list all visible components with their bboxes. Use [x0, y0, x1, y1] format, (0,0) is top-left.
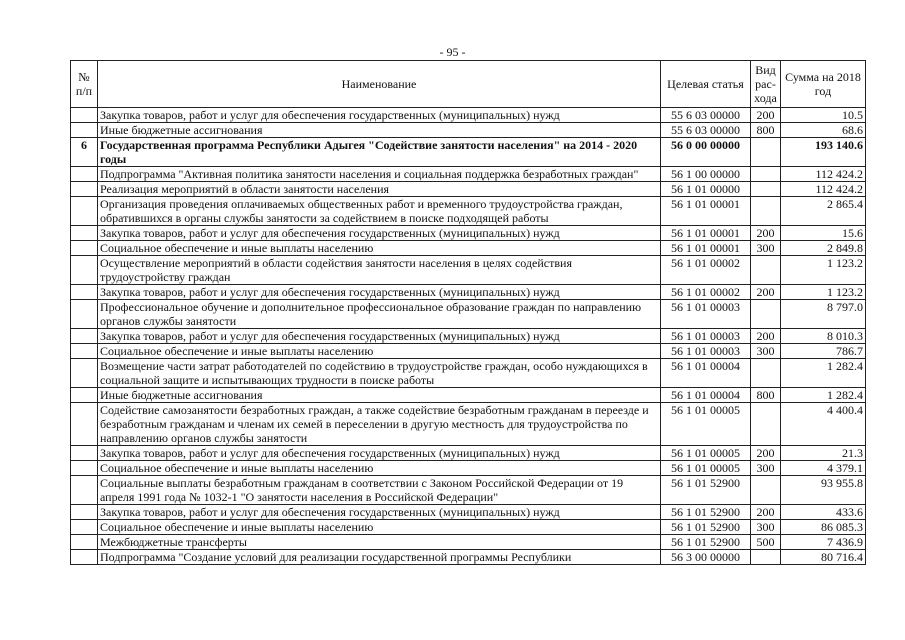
- row-type-cell: 200: [751, 329, 781, 344]
- row-name-cell: Закупка товаров, работ и услуг для обеспечения государственных (муниципальных) нужд: [98, 226, 661, 241]
- row-name-cell: Социальное обеспечение и иные выплаты населению: [98, 520, 661, 535]
- row-sum-cell: 112 424.2: [781, 167, 866, 182]
- row-number-cell: [71, 520, 98, 535]
- row-code-cell: 56 1 01 00003: [661, 300, 751, 329]
- row-sum-cell: 10.5: [781, 108, 866, 123]
- row-code-cell: 56 1 01 00004: [661, 388, 751, 403]
- row-number-cell: [71, 403, 98, 446]
- row-type-cell: [751, 359, 781, 388]
- row-sum-cell: 4 379.1: [781, 461, 866, 476]
- row-number-cell: [71, 446, 98, 461]
- row-sum-cell: 1 282.4: [781, 388, 866, 403]
- row-type-cell: 200: [751, 505, 781, 520]
- table-row: [71, 256, 866, 285]
- table-row: [71, 388, 866, 403]
- row-sum-cell: 86 085.3: [781, 520, 866, 535]
- row-code-cell: 56 1 01 52900: [661, 505, 751, 520]
- row-type-cell: [751, 167, 781, 182]
- row-number-cell: [71, 388, 98, 403]
- row-type-cell: 200: [751, 285, 781, 300]
- row-code-cell: 56 1 00 00000: [661, 167, 751, 182]
- row-number-cell: [71, 226, 98, 241]
- row-sum-cell: 21.3: [781, 446, 866, 461]
- table-row: [71, 344, 866, 359]
- table-row: [71, 138, 866, 167]
- row-name-cell: Содействие самозанятости безработных граждан, а также содействие безработным гражданам в переезде и безработным гражданам и членам их семей в переселении в другую местность для трудоустройства по направлению органов службы занятости: [98, 403, 661, 446]
- row-code-cell: 56 3 00 00000: [661, 550, 751, 565]
- row-code-cell: 56 1 01 00005: [661, 461, 751, 476]
- row-sum-cell: 2 849.8: [781, 241, 866, 256]
- row-code-cell: 56 1 01 52900: [661, 535, 751, 550]
- header-sum: Сумма на 2018 год: [781, 61, 866, 108]
- row-number-cell: [71, 167, 98, 182]
- table-row: [71, 461, 866, 476]
- table-row: [71, 300, 866, 329]
- row-name-cell: Закупка товаров, работ и услуг для обеспечения государственных (муниципальных) нужд: [98, 505, 661, 520]
- row-number-cell: [71, 108, 98, 123]
- row-name-cell: Социальное обеспечение и иные выплаты населению: [98, 344, 661, 359]
- row-number-cell: 6: [71, 138, 98, 167]
- row-name-cell: Возмещение части затрат работодателей по содействию в трудоустройстве граждан, особо нуждающихся в социальной защите и испытывающих трудности в поиске работы: [98, 359, 661, 388]
- row-sum-cell: 1 123.2: [781, 285, 866, 300]
- row-name-cell: Закупка товаров, работ и услуг для обеспечения государственных (муниципальных) нужд: [98, 108, 661, 123]
- row-number-cell: [71, 197, 98, 226]
- row-number-cell: [71, 535, 98, 550]
- row-sum-cell: 433.6: [781, 505, 866, 520]
- row-type-cell: [751, 182, 781, 197]
- header-code: Целевая статья: [661, 61, 751, 108]
- table-row: [71, 476, 866, 505]
- row-code-cell: 56 1 01 52900: [661, 476, 751, 505]
- row-code-cell: 56 1 01 00001: [661, 241, 751, 256]
- row-type-cell: 300: [751, 241, 781, 256]
- row-type-cell: 300: [751, 520, 781, 535]
- row-number-cell: [71, 461, 98, 476]
- row-sum-cell: 786.7: [781, 344, 866, 359]
- row-type-cell: 800: [751, 388, 781, 403]
- row-type-cell: [751, 403, 781, 446]
- row-sum-cell: 8 797.0: [781, 300, 866, 329]
- row-type-cell: 300: [751, 344, 781, 359]
- table-row: [71, 226, 866, 241]
- row-name-cell: Организация проведения оплачиваемых общественных работ и временного трудоустройства граждан, обратившихся в органы службы занятости за содействием в поиске подходящей работы: [98, 197, 661, 226]
- row-code-cell: 56 1 01 00004: [661, 359, 751, 388]
- row-sum-cell: 15.6: [781, 226, 866, 241]
- row-name-cell: Иные бюджетные ассигнования: [98, 123, 661, 138]
- table-body: [71, 108, 866, 565]
- row-sum-cell: 8 010.3: [781, 329, 866, 344]
- row-sum-cell: 112 424.2: [781, 182, 866, 197]
- row-name-cell: Социальное обеспечение и иные выплаты населению: [98, 241, 661, 256]
- row-number-cell: [71, 359, 98, 388]
- row-number-cell: [71, 241, 98, 256]
- table-row: [71, 329, 866, 344]
- row-number-cell: [71, 476, 98, 505]
- row-sum-cell: 80 716.4: [781, 550, 866, 565]
- row-code-cell: 56 1 01 00001: [661, 197, 751, 226]
- table-row: [71, 550, 866, 565]
- row-sum-cell: 1 123.2: [781, 256, 866, 285]
- row-name-cell: Подпрограмма "Создание условий для реализации государственной программы Республики: [98, 550, 661, 565]
- row-code-cell: 56 1 01 00005: [661, 403, 751, 446]
- row-type-cell: [751, 300, 781, 329]
- table-row: [71, 182, 866, 197]
- row-number-cell: [71, 505, 98, 520]
- table-row: [71, 535, 866, 550]
- row-number-cell: [71, 344, 98, 359]
- row-number-cell: [71, 329, 98, 344]
- row-type-cell: [751, 550, 781, 565]
- row-type-cell: 300: [751, 461, 781, 476]
- page-number: - 95 -: [439, 45, 466, 59]
- table-row: [71, 241, 866, 256]
- header-name: Наименование: [98, 61, 661, 108]
- table-row: [71, 446, 866, 461]
- row-type-cell: [751, 197, 781, 226]
- row-name-cell: Реализация мероприятий в области занятости населения: [98, 182, 661, 197]
- row-type-cell: 500: [751, 535, 781, 550]
- row-code-cell: 56 1 01 00000: [661, 182, 751, 197]
- row-sum-cell: 1 282.4: [781, 359, 866, 388]
- row-code-cell: 56 1 01 00002: [661, 256, 751, 285]
- header-type: Вид рас-хода: [751, 61, 781, 108]
- budget-table: [70, 60, 866, 565]
- table-row: [71, 285, 866, 300]
- table-row: [71, 123, 866, 138]
- table-header-row: [71, 61, 866, 108]
- row-code-cell: 56 1 01 00003: [661, 344, 751, 359]
- row-name-cell: Иные бюджетные ассигнования: [98, 388, 661, 403]
- header-num: № п/п: [71, 61, 98, 108]
- row-number-cell: [71, 256, 98, 285]
- row-sum-cell: 7 436.9: [781, 535, 866, 550]
- row-sum-cell: 2 865.4: [781, 197, 866, 226]
- row-code-cell: 56 1 01 00001: [661, 226, 751, 241]
- row-name-cell: Подпрограмма "Активная политика занятости населения и социальная поддержка безработных граждан": [98, 167, 661, 182]
- row-code-cell: 56 1 01 52900: [661, 520, 751, 535]
- row-type-cell: [751, 138, 781, 167]
- row-type-cell: [751, 476, 781, 505]
- table-row: [71, 505, 866, 520]
- table-row: [71, 359, 866, 388]
- row-number-cell: [71, 300, 98, 329]
- row-name-cell: Осуществление мероприятий в области содействия занятости населения в целях содействия трудоустройству граждан: [98, 256, 661, 285]
- row-name-cell: Закупка товаров, работ и услуг для обеспечения государственных (муниципальных) нужд: [98, 446, 661, 461]
- row-number-cell: [71, 285, 98, 300]
- row-code-cell: 56 0 00 00000: [661, 138, 751, 167]
- row-name-cell: Закупка товаров, работ и услуг для обеспечения государственных (муниципальных) нужд: [98, 329, 661, 344]
- row-type-cell: 200: [751, 108, 781, 123]
- table-row: [71, 197, 866, 226]
- row-name-cell: Социальное обеспечение и иные выплаты населению: [98, 461, 661, 476]
- row-name-cell: Межбюджетные трансферты: [98, 535, 661, 550]
- table-row: [71, 108, 866, 123]
- row-type-cell: 200: [751, 446, 781, 461]
- row-number-cell: [71, 182, 98, 197]
- row-code-cell: 56 1 01 00005: [661, 446, 751, 461]
- row-code-cell: 55 6 03 00000: [661, 108, 751, 123]
- table-row: [71, 520, 866, 535]
- row-name-cell: Закупка товаров, работ и услуг для обеспечения государственных (муниципальных) нужд: [98, 285, 661, 300]
- row-type-cell: 200: [751, 226, 781, 241]
- row-number-cell: [71, 550, 98, 565]
- row-name-cell: Профессиональное обучение и дополнительное профессиональное образование граждан по направлению органов службы занятости: [98, 300, 661, 329]
- row-type-cell: [751, 256, 781, 285]
- table-row: [71, 403, 866, 446]
- row-code-cell: 56 1 01 00002: [661, 285, 751, 300]
- row-sum-cell: 193 140.6: [781, 138, 866, 167]
- row-name-cell: Социальные выплаты безработным гражданам в соответствии с Законом Российской Федерации от 19 апреля 1991 года № 1032-1 "О занятости населения в Российской Федерации": [98, 476, 661, 505]
- row-sum-cell: 4 400.4: [781, 403, 866, 446]
- row-sum-cell: 68.6: [781, 123, 866, 138]
- row-type-cell: 800: [751, 123, 781, 138]
- row-sum-cell: 93 955.8: [781, 476, 866, 505]
- row-code-cell: 55 6 03 00000: [661, 123, 751, 138]
- row-number-cell: [71, 123, 98, 138]
- table-row: [71, 167, 866, 182]
- row-name-cell: Государственная программа Республики Адыгея "Содействие занятости населения" на 2014 - 2020 годы: [98, 138, 661, 167]
- row-code-cell: 56 1 01 00003: [661, 329, 751, 344]
